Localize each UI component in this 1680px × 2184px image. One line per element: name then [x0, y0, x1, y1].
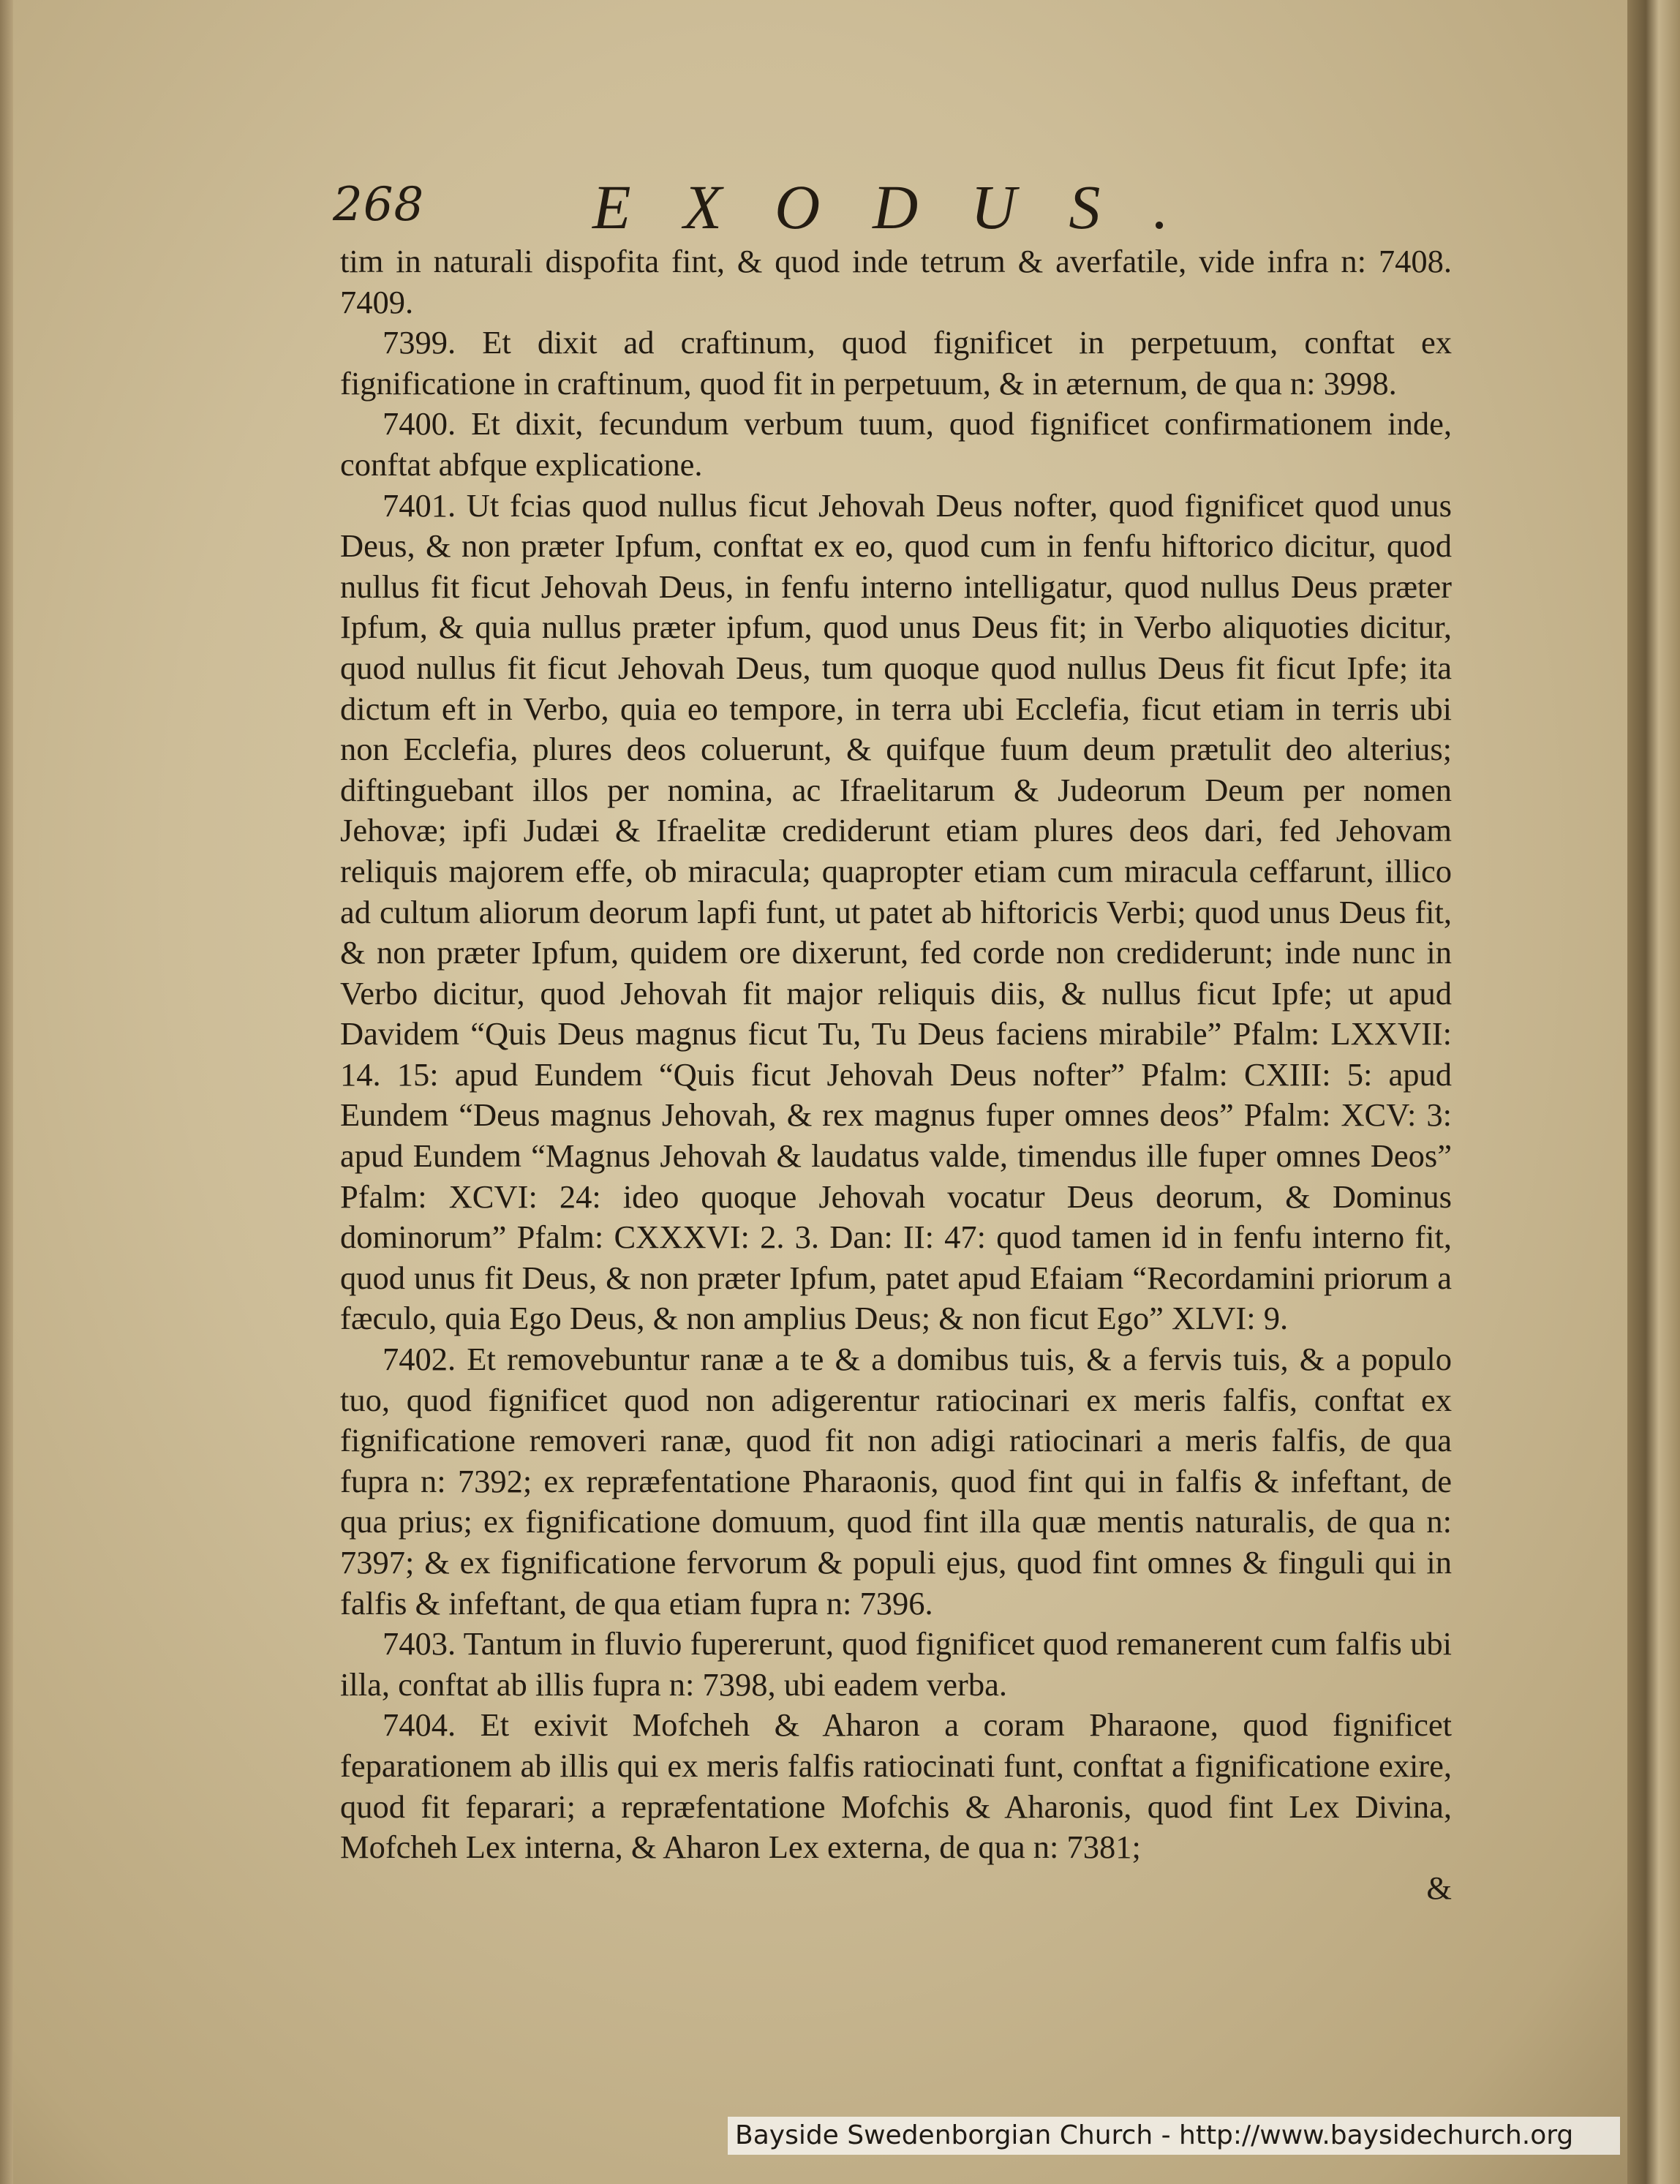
paragraph-7402: 7402. Et removebuntur ranæ a te & a domibus tuis, & a fervis tuis, & a populo tuo, quod fignificet quod non adigerentur ratiocinari ex meris falfis, conftat ex fignificatione removeri ranæ, quod fit non adigi ratiocinari a meris falfis, de qua fupra n: 7392; ex repræfentatione Pharaonis, quod fint qui in falfis & infeftant, de qua prius; ex fignificatione domuum, quod fint illa quæ mentis naturalis, de qua n: 7397; & ex fignificatione fervorum & populi ejus, quod fint omnes & finguli qui in falfis & infeftant, de qua etiam fupra n: 7396. — [340, 1341, 1452, 1622]
paragraph-7403: 7403. Tantum in fluvio fupererunt, quod fignificet quod remanerent cum falfis ubi illa, conftat ab illis fupra n: 7398, ubi eadem verba. — [340, 1625, 1452, 1703]
page-body — [340, 241, 1452, 1908]
running-title: EXODUS. — [592, 172, 1221, 242]
page-header — [333, 165, 1221, 245]
watermark: Bayside Swedenborgian Church - http://www.baysidechurch.org — [728, 2117, 1620, 2155]
paragraph-7401: 7401. Ut fcias quod nullus ficut Jehovah Deus nofter, quod fignificet quod unus Deus, & non præter Ipfum, conftat ex eo, quod cum in fenfu hiftorico dicitur, quod nullus fit ficut Jehovah Deus, in fenfu interno intelligatur, quod nullus Deus præter Ipfum, & quia nullus præter ipfum, quod unus Deus fit; in Verbo aliquoties dicitur, quod nullus fit ficut Jehovah Deus, tum quoque quod nullus Deus fit ficut Ipfe; ita dictum eft in Verbo, quia eo tempore, in terra ubi Ecclefia, ficut etiam in terris ubi non Ecclefia, plures deos coluerunt, & quifque fuum deum prætulit deo alterius; diftinguebant illos per nomina, ac Ifraelitarum & Judeorum Deum per nomen Jehovæ; ipfi Judæi & Ifraelitæ crediderunt etiam plures deos dari, fed Jehovam reliquis majorem effe, ob miracula; quapropter etiam cum miracula ceffarunt, illico ad cultum aliorum deorum lapfi funt, ut patet ab hiftoricis Verbi; quod unus Deus fit, & non præter Ipfum, quidem ore dixerunt, fed corde non crediderunt; inde nunc in Verbo dicitur, quod Jehovah fit major reliquis diis, & nullus ficut Ipfe; ut apud Davidem “Quis Deus magnus ficut Tu, Tu Deus faciens mirabile” Pfalm: LXXVII: 14. 15: apud Eundem “Quis ficut Jehovah Deus nofter” Pfalm: CXIII: 5: apud Eundem “Deus magnus Jehovah, & rex magnus fuper omnes deos” Pfalm: XCV: 3: apud Eundem “Magnus Jehovah & laudatus valde, timendus ille fuper omnes Deos” Pfalm: XCVI: 24: ideo quoque Jehovah vocatur Deus deorum, & Dominus dominorum” Pfalm: CXXXVI: 2. 3. Dan: II: 47: quod tamen id in fenfu interno fit, quod unus fit Deus, & non præter Ipfum, patet apud Efaiam “Recordamini priorum a fæculo, quia Ego Deus, & non amplius Deus; & non ficut Ego” XLVI: 9. — [340, 486, 1452, 1337]
paragraph-7400: 7400. Et dixit, fecundum verbum tuum, quod fignificet confirmationem inde, conftat abfque explicatione. — [340, 405, 1452, 483]
catchword: & — [1426, 1869, 1452, 1906]
binding-gutter — [1627, 0, 1680, 2184]
paragraph-7399: 7399. Et dixit ad craftinum, quod fignificet in perpetuum, conftat ex fignificatione in craftinum, quod fit in perpetuum, & in æternum, de qua n: 3998. — [340, 324, 1452, 402]
paragraph-7404: 7404. Et exivit Mofcheh & Aharon a coram Pharaone, quod fignificet feparationem ab illis qui ex meris falfis ratiocinati funt, conftat a fignificatione exire, quod fit feparari; a repræfentatione Mofchis & Aharonis, quod fint Lex Divina, Mofcheh Lex interna, & Aharon Lex externa, de qua n: 7381; — [340, 1706, 1452, 1866]
page-left-edge — [0, 0, 13, 2184]
paragraph-continuation: tim in naturali dispofita fint, & quod inde tetrum & averfatile, vide infra n: 7408. 7409. — [340, 243, 1452, 320]
page-number: 268 — [333, 178, 425, 232]
